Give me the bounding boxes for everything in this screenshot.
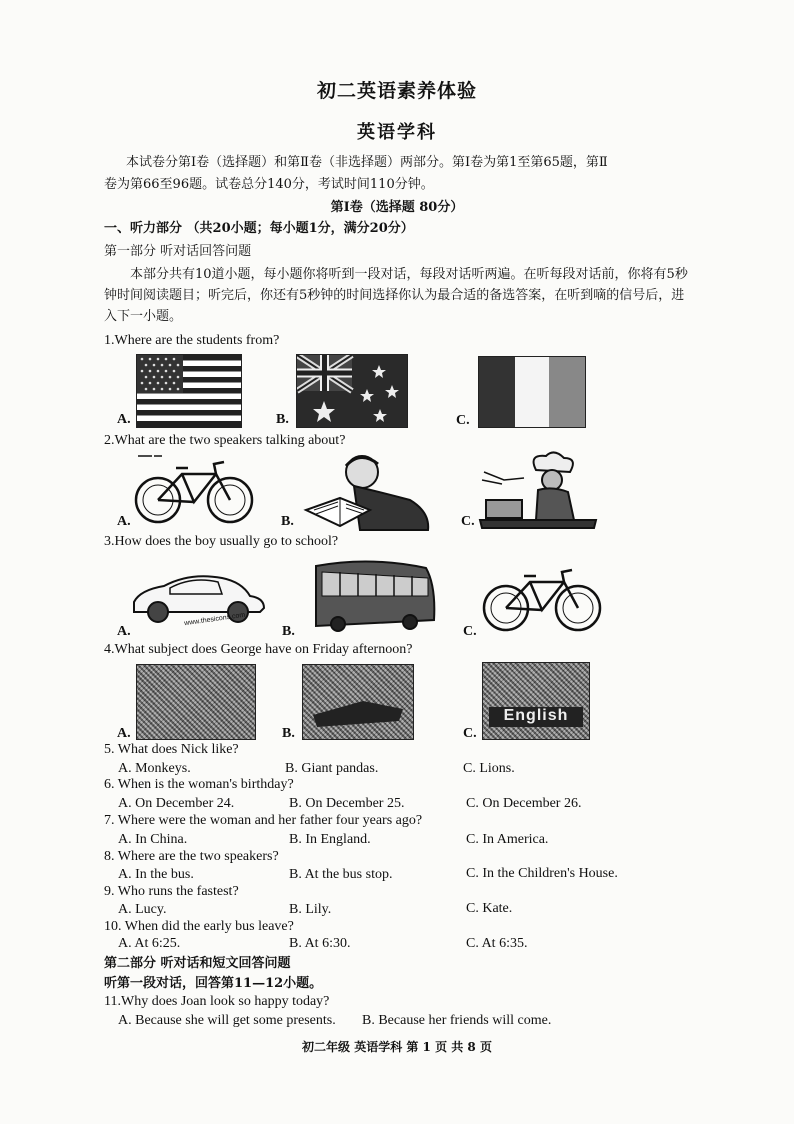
q11-option-b: B. Because her friends will come. <box>362 1013 552 1028</box>
question-3: 3.How does the boy usually go to school? <box>104 534 339 549</box>
part2-title: 第二部分 听对话和短文回答问题 <box>104 956 291 971</box>
australia-flag-image <box>296 354 408 428</box>
question-2: 2.What are the two speakers talking about? <box>104 433 346 448</box>
intro-line-1: 本试卷分第Ⅰ卷（选择题）和第Ⅱ卷（非选择题）两部分。第Ⅰ卷为第1至第65题，第Ⅱ <box>126 155 608 170</box>
q10-option-c: C. At 6:35. <box>466 936 528 951</box>
q5-option-c: C. Lions. <box>463 761 515 776</box>
q10-option-a: A. At 6:25. <box>118 936 181 951</box>
q5-option-a: A. Monkeys. <box>118 761 191 776</box>
q3-label-b: B. <box>282 624 295 639</box>
subject-title: 英语学科 <box>357 122 437 143</box>
page-title: 初二英语素养体验 <box>316 80 477 102</box>
q2-label-b: B. <box>281 514 294 529</box>
question-5: 5. What does Nick like? <box>104 742 239 757</box>
q3-label-c: C. <box>463 624 477 639</box>
question-11: 11.Why does Joan look so happy today? <box>104 994 330 1009</box>
q6-option-b: B. On December 25. <box>289 796 405 811</box>
bicycle-image <box>132 452 256 526</box>
q6-option-c: C. On December 26. <box>466 796 582 811</box>
q3-label-a: A. <box>117 624 131 639</box>
english-subject-image <box>482 662 590 740</box>
q10-option-b: B. At 6:30. <box>289 936 351 951</box>
reading-man-image <box>300 452 434 532</box>
subject-image-b <box>302 664 414 740</box>
question-10: 10. When did the early bus leave? <box>104 919 294 934</box>
q8-option-b: B. At the bus stop. <box>289 867 393 882</box>
question-7: 7. Where were the woman and her father four years ago? <box>104 813 423 828</box>
question-6: 6. When is the woman's birthday? <box>104 777 294 792</box>
q6-option-a: A. On December 24. <box>118 796 235 811</box>
q4-label-a: A. <box>117 726 131 741</box>
q7-option-c: C. In America. <box>466 832 549 847</box>
q11-option-a: A. Because she will get some presents. <box>118 1013 336 1028</box>
cooking-chef-image <box>478 450 598 530</box>
q9-option-c: C. Kate. <box>466 901 513 916</box>
page-footer: 初二年级 英语学科 第 1 页 共 8 页 <box>302 1040 492 1054</box>
bus-image <box>310 556 438 632</box>
q1-label-a: A. <box>117 412 131 427</box>
q7-option-b: B. In England. <box>289 832 371 847</box>
q4-label-c: C. <box>463 726 477 741</box>
q8-option-c: C. In the Children's House. <box>466 866 618 881</box>
q9-option-b: B. Lily. <box>289 902 332 917</box>
q2-label-a: A. <box>117 514 131 529</box>
q7-option-a: A. In China. <box>118 832 188 847</box>
usa-flag-image <box>136 354 242 428</box>
part1-instructions: 本部分共有10道小题，每小题你将听到一段对话，每段对话听两遍。在听每段对话前，你将有5秒钟时间阅读题目；听完后，你还有5秒钟的时间选择你认为最合适的备选答案，在听到嘀的信号后，进入下一小题。 <box>104 267 688 324</box>
intro-line-2: 卷为第66至96题。试卷总分140分，考试时间110分钟。 <box>104 177 434 192</box>
volume-1-heading: 第Ⅰ卷（选择题 80分） <box>330 200 464 215</box>
car-watermark: www.thesicons.com <box>183 611 246 628</box>
q4-label-b: B. <box>282 726 295 741</box>
q9-option-a: A. Lucy. <box>118 902 167 917</box>
part1-title: 第一部分 听对话回答问题 <box>104 244 252 259</box>
listening-heading: 一、听力部分 （共20小题；每小题1分，满分20分） <box>104 221 414 236</box>
q5-option-b: B. Giant pandas. <box>285 761 379 776</box>
english-text: English <box>503 707 569 724</box>
subject-image-a <box>136 664 256 740</box>
q1-label-b: B. <box>276 412 289 427</box>
car-image <box>130 572 268 638</box>
question-1: 1.Where are the students from? <box>104 333 280 348</box>
part2-sub: 听第一段对话，回答第11—12小题。 <box>104 976 323 991</box>
q1-label-c: C. <box>456 413 470 428</box>
bicycle-image-2 <box>480 560 604 634</box>
question-9: 9. Who runs the fastest? <box>104 884 239 899</box>
italy-flag-image <box>478 356 586 428</box>
question-8: 8. Where are the two speakers? <box>104 849 279 864</box>
question-4: 4.What subject does George have on Friday afternoon? <box>104 642 413 657</box>
q2-label-c: C. <box>461 514 475 529</box>
q8-option-a: A. In the bus. <box>118 867 194 882</box>
